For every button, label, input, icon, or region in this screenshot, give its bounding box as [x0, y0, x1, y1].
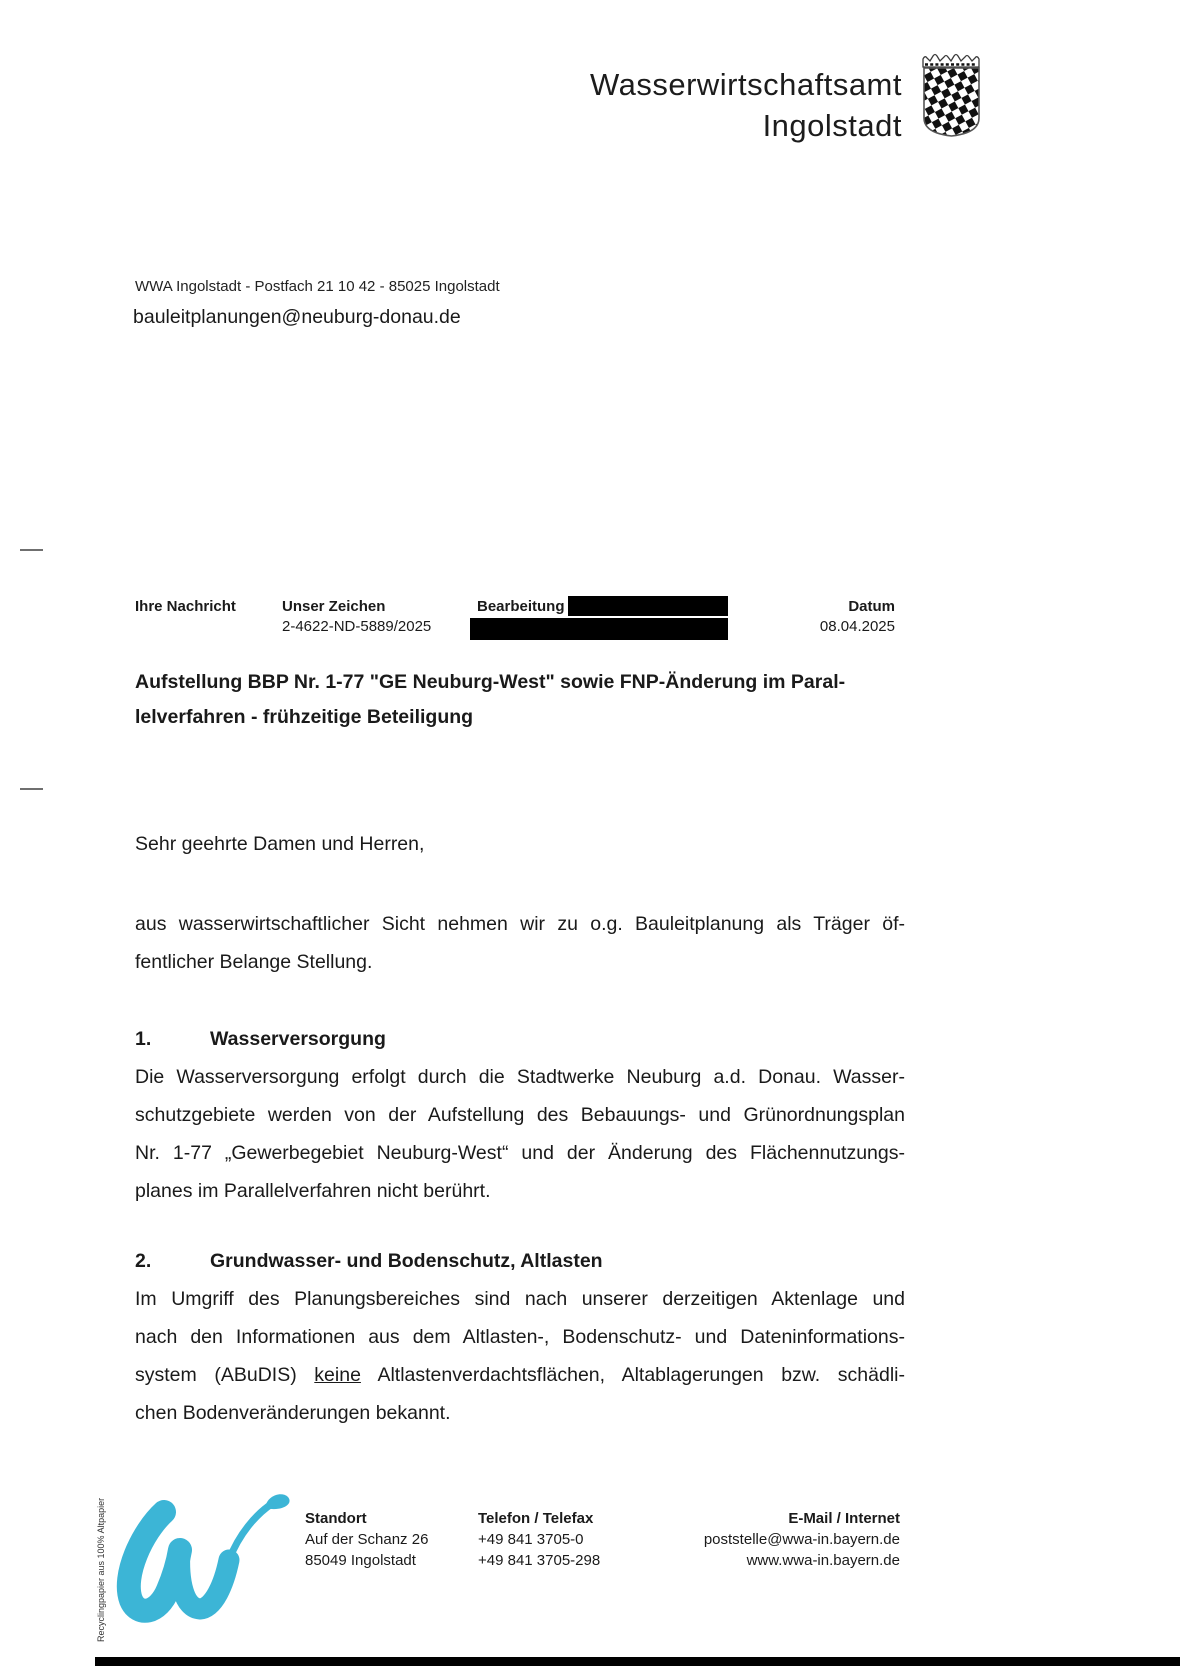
- wwa-brush-w-logo-icon: [112, 1490, 304, 1632]
- standort-street: Auf der Schanz 26: [305, 1531, 429, 1548]
- telefon-number: +49 841 3705-0: [478, 1531, 584, 1548]
- ihre-nachricht-label: Ihre Nachricht: [135, 598, 236, 615]
- section-2-number: 2.: [135, 1250, 152, 1272]
- section-2-line-3-underlined-word: keine: [314, 1364, 361, 1386]
- footer-standort-block: [305, 1508, 428, 1571]
- telefax-number: +49 841 3705-298: [478, 1552, 601, 1569]
- unser-zeichen-value: 2-4622-ND-5889/2025: [282, 618, 432, 635]
- section-2-line-2: nach den Informationen aus dem Altlasten-, Bodenschutz- und Dateninformations-: [135, 1326, 905, 1348]
- poststelle-email: poststelle@wwa-in.bayern.de: [703, 1531, 900, 1548]
- standort-city: 85049 Ingolstadt: [305, 1552, 416, 1569]
- subject-line-1: Aufstellung BBP Nr. 1-77 "GE Neuburg-West" sowie FNP-Änderung im Paral-: [135, 671, 846, 693]
- section-1-title: Wasserversorgung: [210, 1028, 386, 1050]
- unser-zeichen-label: Unser Zeichen: [282, 598, 386, 615]
- agency-title: [590, 64, 902, 146]
- redaction-box-bearbeitung-1: [568, 596, 728, 616]
- recipient-email: bauleitplanungen@neuburg-donau.de: [133, 306, 461, 328]
- subject-line: [135, 665, 915, 735]
- agency-title-line1: Wasserwirtschaftsamt: [589, 67, 902, 102]
- section-1-number: 1.: [135, 1028, 152, 1050]
- fold-mark-top: [20, 549, 43, 551]
- bearbeitung-label: Bearbeitung: [477, 598, 565, 615]
- section-2-heading: [135, 1242, 603, 1280]
- section-2-line-3: [135, 1356, 905, 1394]
- section-2-line-3-post: Altlastenverdachtsflächen, Altablagerungen bzw. schädli-: [377, 1364, 905, 1386]
- footer-telefon-block: [478, 1508, 600, 1571]
- section-1-line-1: Die Wasserversorgung erfolgt durch die Stadtwerke Neuburg a.d. Donau. Wasser-: [135, 1066, 905, 1088]
- datum-value: 08.04.2025: [819, 618, 895, 635]
- agency-title-line2: Ingolstadt: [762, 108, 902, 143]
- section-2-title: Grundwasser- und Bodenschutz, Altlasten: [210, 1250, 603, 1272]
- intro-paragraph-line-1: aus wasserwirtschaftlicher Sicht nehmen wir zu o.g. Bauleitplanung als Träger öf-: [135, 913, 905, 935]
- intro-paragraph-line-2: fentlicher Belange Stellung.: [135, 951, 373, 973]
- website-url: www.wwa-in.bayern.de: [746, 1552, 900, 1569]
- redaction-box-bearbeitung-2: [470, 618, 728, 640]
- email-internet-label: E-Mail / Internet: [788, 1510, 900, 1527]
- section-1-line-4: planes im Parallelverfahren nicht berührt.: [135, 1180, 491, 1202]
- section-1-heading: [135, 1020, 386, 1058]
- footer-email-block: [600, 1508, 900, 1571]
- datum-label: Datum: [848, 598, 895, 615]
- standort-label: Standort: [305, 1510, 367, 1527]
- section-1-line-3: Nr. 1-77 „Gewerbegebiet Neuburg-West“ und der Änderung des Flächennutzungs-: [135, 1142, 905, 1164]
- telefon-label: Telefon / Telefax: [478, 1510, 594, 1527]
- section-2-line-3-pre: system (ABuDIS): [135, 1364, 297, 1386]
- bavaria-coat-of-arms-icon: [920, 52, 984, 140]
- section-2-line-4: chen Bodenveränderungen bekannt.: [135, 1402, 451, 1424]
- subject-line-2: lelverfahren - frühzeitige Beteiligung: [135, 706, 474, 728]
- scan-edge-bar: [95, 1657, 1180, 1666]
- salutation: Sehr geehrte Damen und Herren,: [135, 833, 425, 855]
- section-2-line-1: Im Umgriff des Planungsbereiches sind nach unserer derzeitigen Aktenlage und: [135, 1288, 905, 1310]
- fold-mark-middle: [20, 788, 43, 790]
- recycled-paper-note: Recyclingpapier aus 100% Altpapier: [96, 1497, 106, 1642]
- section-1-line-2: schutzgebiete werden von der Aufstellung des Bebauungs- und Grünordnungsplan: [135, 1104, 905, 1126]
- sender-return-address: WWA Ingolstadt - Postfach 21 10 42 - 85025 Ingolstadt: [135, 278, 500, 295]
